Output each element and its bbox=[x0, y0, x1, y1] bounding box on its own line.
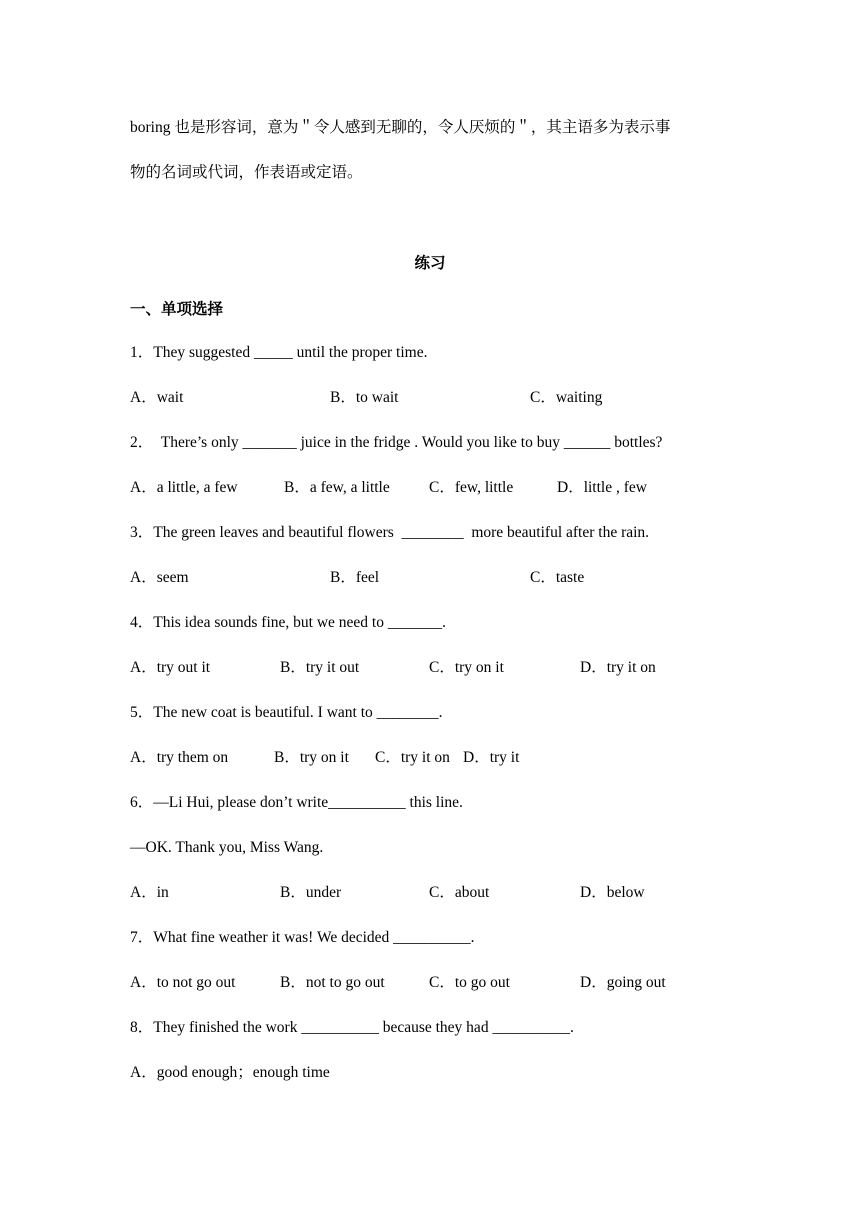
option-b: B．a few, a little bbox=[284, 479, 390, 496]
option-b: B．under bbox=[280, 884, 342, 901]
option-a: A．try out it bbox=[130, 659, 211, 676]
option-a: A．a little, a few bbox=[130, 479, 238, 496]
option-b: B．feel bbox=[330, 569, 380, 586]
question-stem: 7．What fine weather it was! We decided __________. bbox=[130, 929, 475, 946]
option-b: B．try on it bbox=[274, 749, 349, 766]
option-a: A．try them on bbox=[130, 749, 229, 766]
option-c: C．few, little bbox=[429, 479, 514, 496]
intro-line-1: boring 也是形容词，意为＂令人感到无聊的，令人厌烦的＂，其主语多为表示事 bbox=[130, 119, 671, 136]
option-a: A．to not go out bbox=[130, 974, 236, 991]
question-stem: 5．The new coat is beautiful. I want to ________. bbox=[130, 704, 443, 721]
option-b: B．to wait bbox=[330, 389, 399, 406]
option-a: A．good enough；enough time bbox=[130, 1064, 330, 1081]
option-b: B．try it out bbox=[280, 659, 360, 676]
option-c: C．try it on bbox=[375, 749, 450, 766]
option-c: C．taste bbox=[530, 569, 585, 586]
question-stem: 4．This idea sounds fine, but we need to _______. bbox=[130, 614, 446, 631]
page-title: 练习 bbox=[414, 254, 446, 272]
option-a: A．seem bbox=[130, 569, 189, 586]
option-d: D．below bbox=[580, 884, 645, 901]
option-c: C．waiting bbox=[530, 389, 603, 406]
option-a: A．wait bbox=[130, 389, 184, 406]
option-d: D．going out bbox=[580, 974, 666, 991]
question-stem: 3．The green leaves and beautiful flowers ________ more beautiful after the rain. bbox=[130, 524, 650, 541]
question-stem: 1．They suggested _____ until the proper time. bbox=[130, 344, 428, 361]
question-stem: 2． There’s only _______ juice in the fridge . Would you like to buy ______ bottles? bbox=[130, 434, 663, 451]
intro-line-2: 物的名词或代词，作表语或定语。 bbox=[130, 164, 363, 181]
question-stem: 8．They finished the work __________ because they had __________. bbox=[130, 1019, 574, 1036]
option-c: C．to go out bbox=[429, 974, 510, 991]
option-a: A．in bbox=[130, 884, 169, 901]
option-d: D．try it bbox=[463, 749, 520, 766]
option-c: C．try on it bbox=[429, 659, 504, 676]
question-stem-reply: —OK. Thank you, Miss Wang. bbox=[130, 839, 324, 856]
option-b: B．not to go out bbox=[280, 974, 385, 991]
option-d: D．little , few bbox=[557, 479, 647, 496]
option-c: C．about bbox=[429, 884, 490, 901]
question-stem: 6．—Li Hui, please don’t write__________ this line. bbox=[130, 794, 463, 811]
section-heading: 一、单项选择 bbox=[130, 300, 224, 318]
option-d: D．try it on bbox=[580, 659, 656, 676]
